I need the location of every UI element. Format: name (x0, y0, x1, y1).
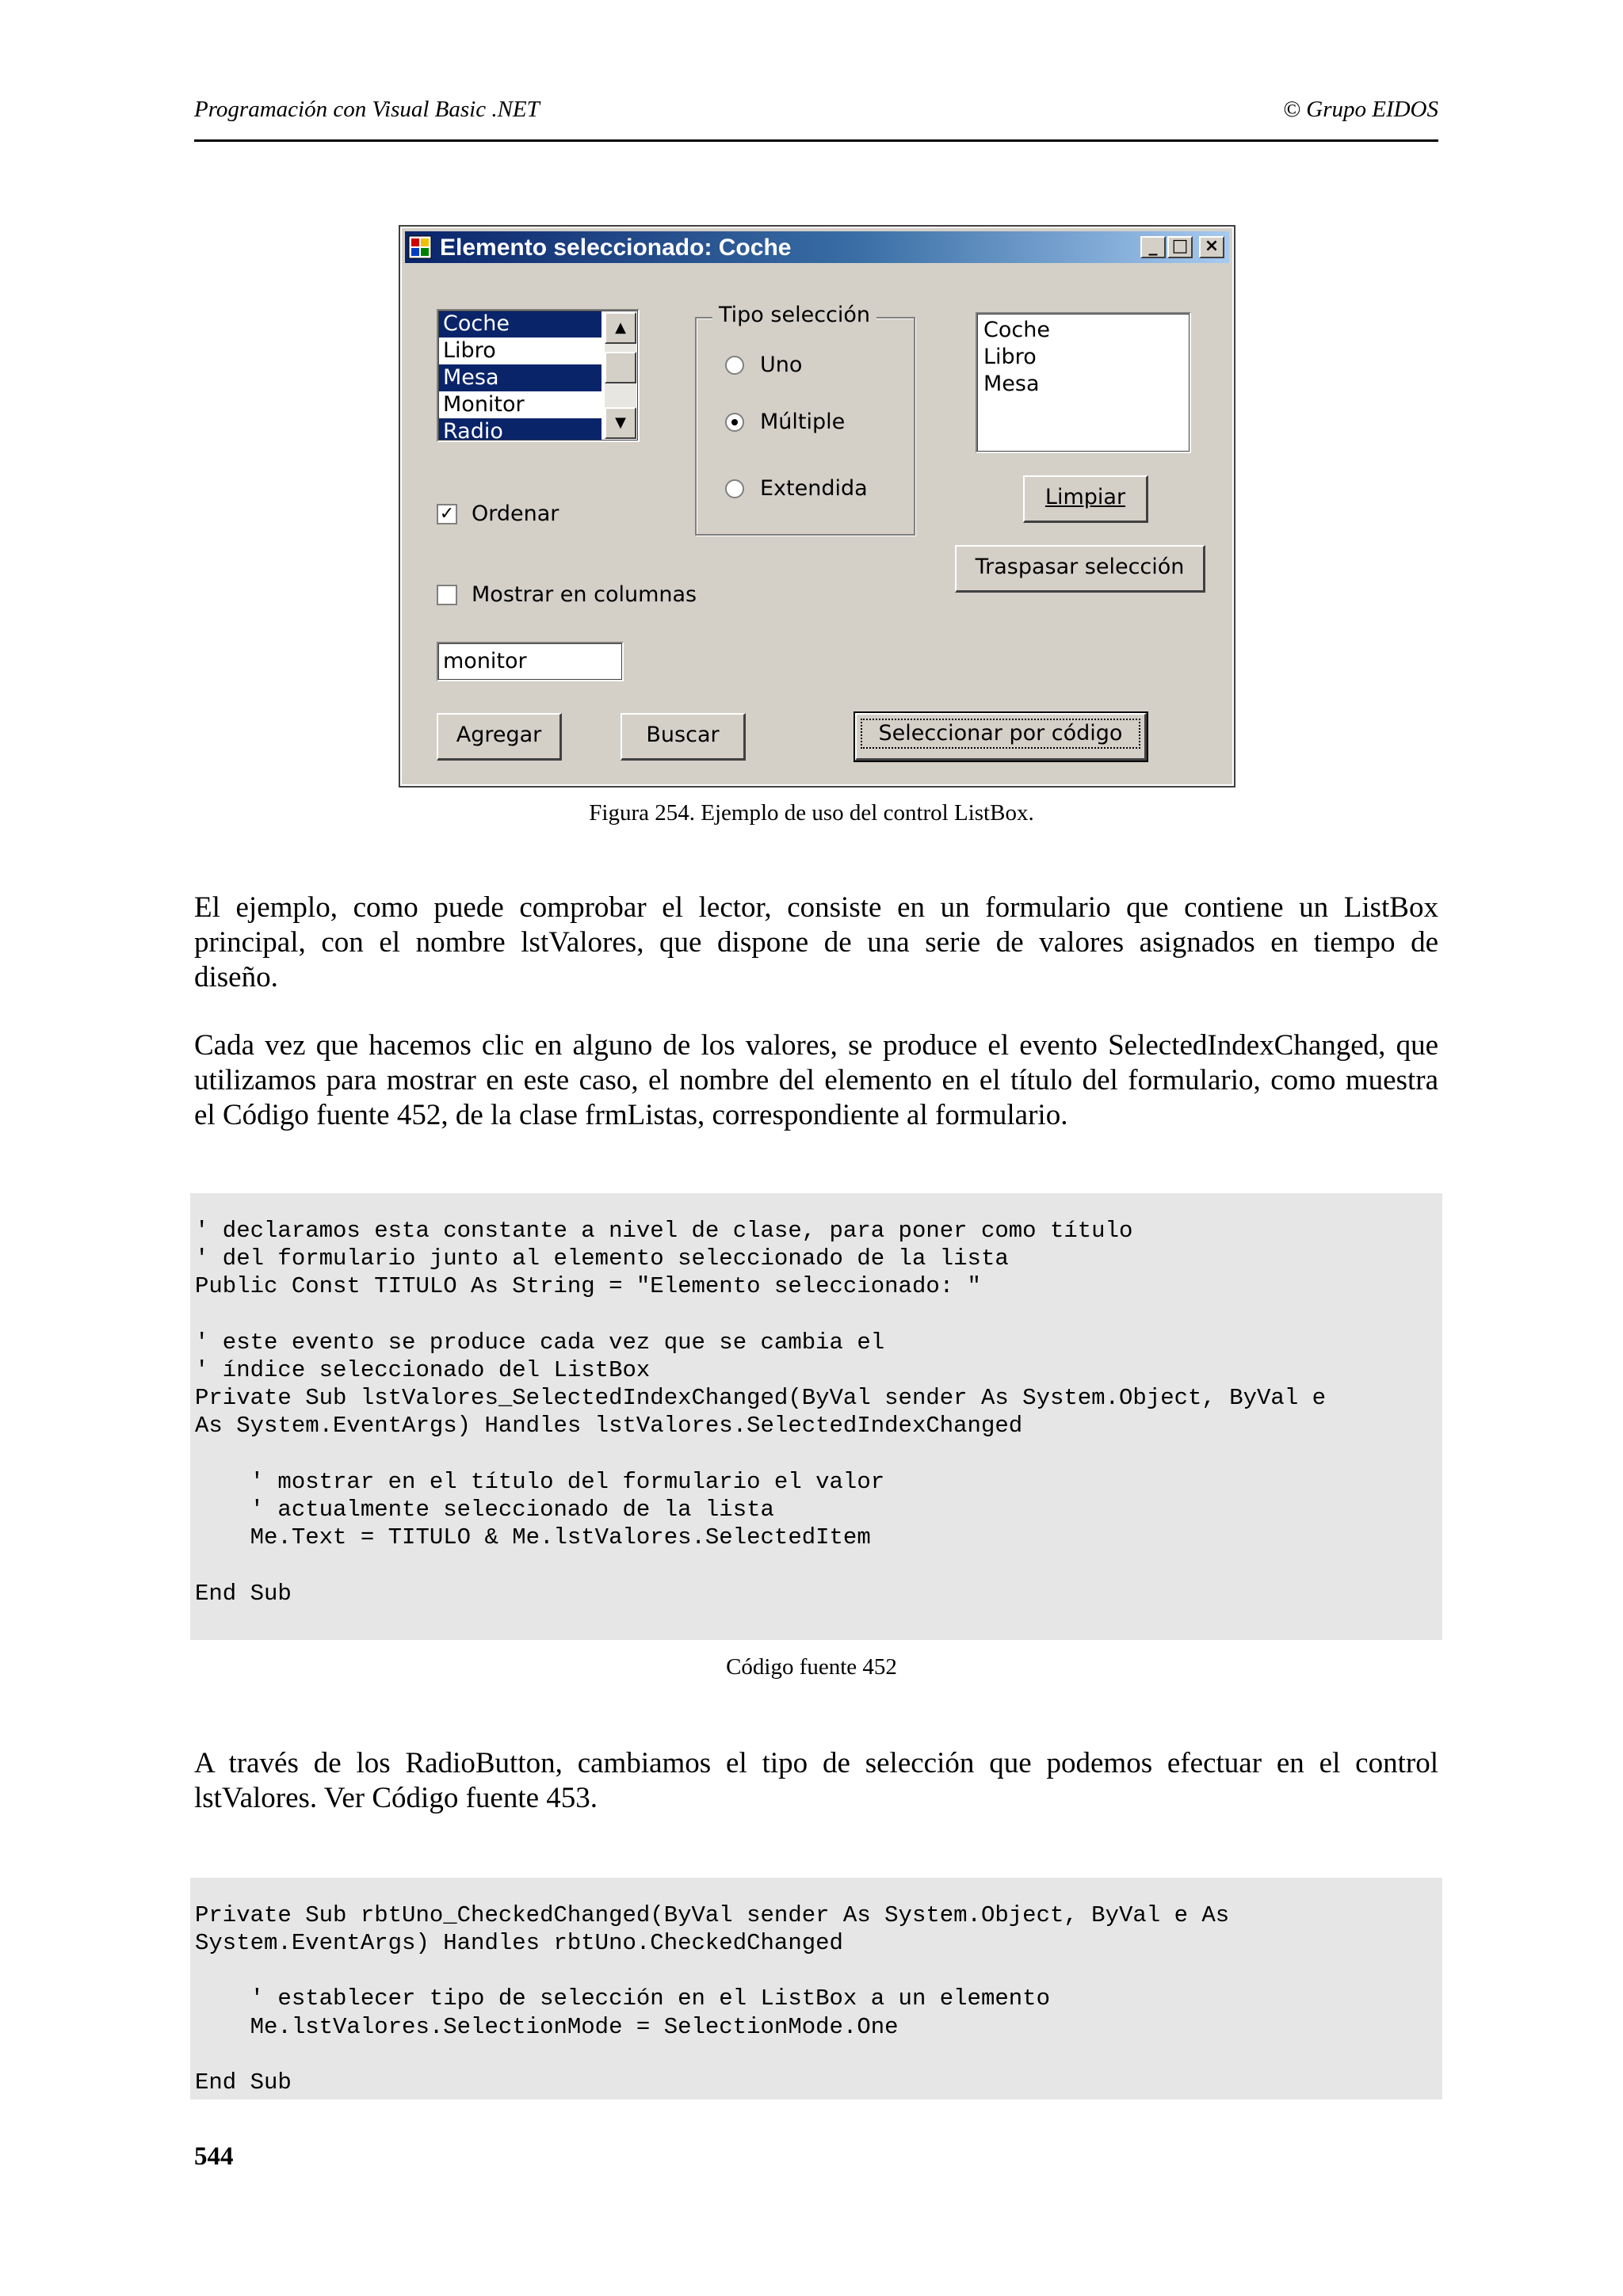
code-line: ' declaramos esta constante a nivel de clase, para poner como título (195, 1218, 1133, 1244)
page-header (194, 93, 1438, 142)
radio-label: Extendida (760, 476, 868, 501)
radio-uno[interactable] (725, 352, 802, 377)
agregar-button[interactable] (437, 713, 562, 761)
checkbox-label: Mostrar en columnas (472, 582, 697, 607)
paragraph-line: el Código fuente 452, de la clase frmListas, correspondiente al formulario. (194, 1099, 1068, 1131)
code-line: ' índice seleccionado del ListBox (195, 1357, 651, 1383)
list-item[interactable]: Radio (438, 418, 601, 442)
maximize-button[interactable]: □ (1167, 236, 1193, 258)
list-item[interactable]: Libro (983, 345, 1037, 369)
code-line: ' del formulario junto al elemento seleccionado de la lista (195, 1245, 1009, 1272)
button-label: Buscar (646, 723, 720, 747)
scroll-up-icon[interactable]: ▲ (605, 312, 636, 344)
radio-label: Múltiple (760, 410, 846, 434)
button-label: Agregar (456, 723, 542, 747)
code-caption-452: Código fuente 452 (726, 1654, 897, 1680)
code-line: ' actualmente seleccionado de la lista (195, 1497, 774, 1523)
selection-type-group (695, 303, 915, 536)
ordenar-checkbox[interactable] (437, 501, 559, 526)
minimize-button[interactable]: _ (1140, 236, 1166, 258)
paragraph-2 (194, 1028, 1438, 1133)
radio-on-icon (725, 413, 744, 432)
radio-multiple[interactable] (725, 409, 845, 434)
group-legend: Tipo selección (712, 303, 876, 327)
code-line: Private Sub rbtUno_CheckedChanged(ByVal sender As System.Object, ByVal e As (195, 1902, 1230, 1928)
list-item[interactable]: Monitor (443, 392, 525, 417)
paragraph-line: El ejemplo, como puede comprobar el lector, consiste en un formulario que contiene un ListBox (194, 891, 1438, 924)
list-item[interactable]: Libro (443, 338, 496, 363)
limpiar-button[interactable] (1023, 475, 1148, 523)
code-block-452 (190, 1193, 1442, 1640)
code-line: Me.lstValores.SelectionMode = SelectionMode.One (195, 2014, 899, 2040)
code-line: ' mostrar en el título del formulario el valor (195, 1469, 885, 1495)
checkbox-empty-icon (437, 585, 457, 605)
code-line: Me.Text = TITULO & Me.lstValores.SelectedItem (195, 1524, 871, 1550)
radio-label: Uno (760, 353, 803, 377)
scroll-thumb[interactable] (605, 352, 636, 383)
paragraph-line: lstValores. Ver Código fuente 453. (194, 1782, 598, 1814)
list-item[interactable]: Coche (983, 318, 1050, 342)
list-item[interactable]: Mesa (983, 372, 1040, 396)
list-item[interactable]: Mesa (438, 364, 601, 391)
paragraph-1 (194, 891, 1438, 995)
header-publisher: © Grupo EIDOS (1282, 97, 1438, 122)
close-button[interactable]: × (1199, 236, 1224, 258)
buscar-button[interactable] (621, 713, 746, 761)
code-line: System.EventArgs) Handles rbtUno.CheckedChanged (195, 1930, 843, 1956)
form-icon (408, 235, 432, 259)
radio-extendida[interactable] (725, 475, 868, 501)
figure-caption: Figura 254. Ejemplo de uso del control ListBox. (589, 800, 1034, 826)
page-number: 544 (194, 2142, 234, 2171)
code-line: As System.EventArgs) Handles lstValores.SelectedIndexChanged (195, 1413, 1023, 1439)
traspasar-button[interactable] (955, 545, 1205, 593)
code-line: End Sub (195, 2069, 292, 2096)
radio-off-icon (725, 479, 744, 498)
code-line: ' establecer tipo de selección en el ListBox a un elemento (195, 1985, 1050, 2012)
radio-off-icon (725, 356, 744, 375)
paragraph-line: Cada vez que hacemos clic en alguno de los valores, se produce el evento SelectedIndexChanged, que (194, 1029, 1438, 1062)
selected-items-listbox[interactable] (976, 312, 1191, 453)
window-titlebar[interactable] (405, 231, 1229, 263)
paragraph-line: utilizamos para mostrar en este caso, el nombre del elemento en el título del formulario, como muestra (194, 1064, 1438, 1097)
button-label: Seleccionar por código (861, 719, 1140, 749)
code-line: End Sub (195, 1581, 292, 1607)
code-line: ' este evento se produce cada vez que se cambia el (195, 1329, 885, 1356)
code-line: Public Const TITULO As String = "Elemento seleccionado: " (195, 1273, 981, 1299)
mostrar-columnas-checkbox[interactable] (437, 582, 697, 607)
paragraph-3 (194, 1746, 1438, 1816)
seleccionar-codigo-button[interactable] (855, 713, 1147, 761)
listbox-demo-window (400, 227, 1234, 786)
list-item[interactable]: Coche (438, 311, 601, 338)
code-block-453 (190, 1878, 1442, 2100)
checkbox-label: Ordenar (472, 502, 559, 526)
agregar-text-input[interactable]: monitor (437, 642, 624, 681)
window-title: Elemento seleccionado: Coche (440, 235, 792, 261)
button-label: Traspasar selección (975, 555, 1185, 579)
button-label: Limpiar (1044, 485, 1126, 509)
lstvalores-listbox[interactable] (437, 309, 640, 442)
header-book-title: Programación con Visual Basic .NET (194, 97, 540, 122)
paragraph-line: diseño. (194, 961, 278, 994)
checkmark-icon: ✓ (437, 504, 457, 524)
paragraph-line: principal, con el nombre lstValores, que dispone de una serie de valores asignados en tiempo de (194, 926, 1438, 959)
code-line: Private Sub lstValores_SelectedIndexChanged(ByVal sender As System.Object, ByVal e (195, 1385, 1327, 1411)
listbox-scrollbar[interactable] (605, 312, 636, 439)
paragraph-line: A través de los RadioButton, cambiamos el tipo de selección que podemos efectuar en el control (194, 1747, 1438, 1779)
scroll-down-icon[interactable]: ▼ (605, 407, 636, 439)
